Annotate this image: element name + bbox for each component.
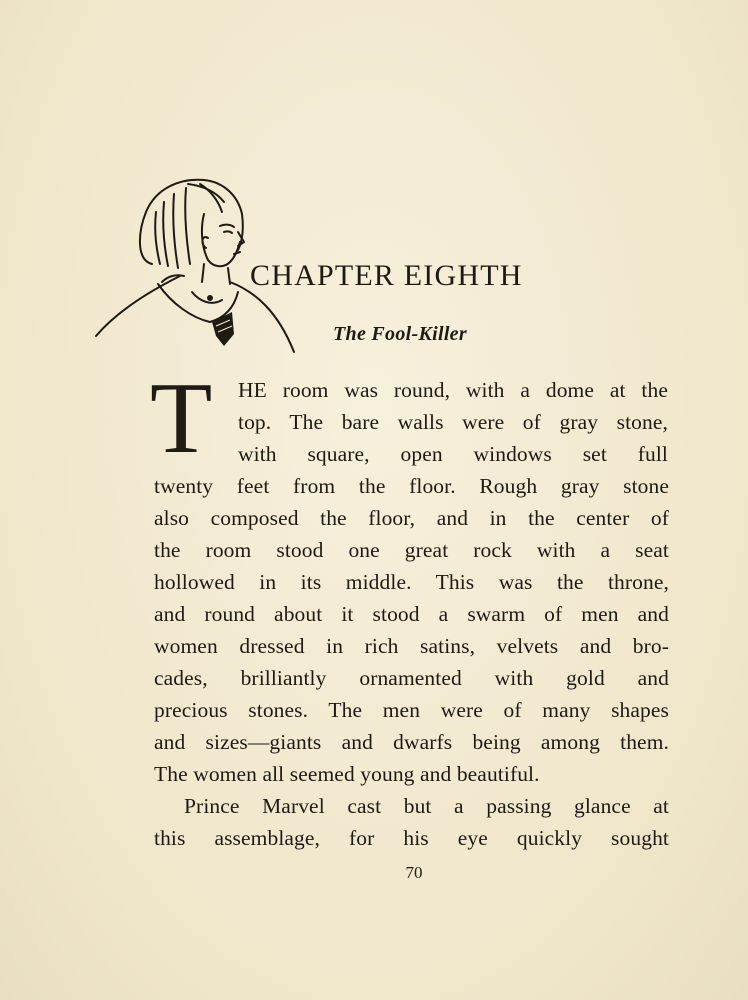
text-line: The women all seemed young and beautiful. bbox=[154, 762, 540, 786]
page-number: 70 bbox=[405, 863, 423, 882]
text-line: and round about it stood a swarm of men and bbox=[154, 602, 669, 626]
text-line: HE room was round, with a dome at the bbox=[238, 378, 668, 402]
text-line: Prince Marvel cast but a passing glance at bbox=[184, 794, 669, 818]
text-line: the room stood one great rock with a seat bbox=[154, 538, 669, 562]
text-line: cades, brilliantly ornamented with gold and bbox=[154, 666, 669, 690]
text-line: precious stones. The men were of many shapes bbox=[154, 698, 669, 722]
text-line: top. The bare walls were of gray stone, bbox=[238, 410, 668, 434]
text-line: this assemblage, for his eye quickly sought bbox=[154, 826, 669, 850]
chapter-title: CHAPTER EIGHTH bbox=[250, 259, 523, 292]
text-line: also composed the floor, and in the center of bbox=[154, 506, 669, 530]
text-line: twenty feet from the floor. Rough gray stone bbox=[154, 474, 669, 498]
drop-cap: T bbox=[150, 362, 213, 475]
text-line: with square, open windows set full bbox=[238, 442, 668, 466]
chapter-subtitle: The Fool-Killer bbox=[333, 323, 467, 345]
text-line: hollowed in its middle. This was the throne, bbox=[154, 570, 669, 594]
text-line: and sizes—giants and dwarfs being among them. bbox=[154, 730, 669, 754]
text-line: women dressed in rich satins, velvets and bro- bbox=[154, 634, 669, 658]
